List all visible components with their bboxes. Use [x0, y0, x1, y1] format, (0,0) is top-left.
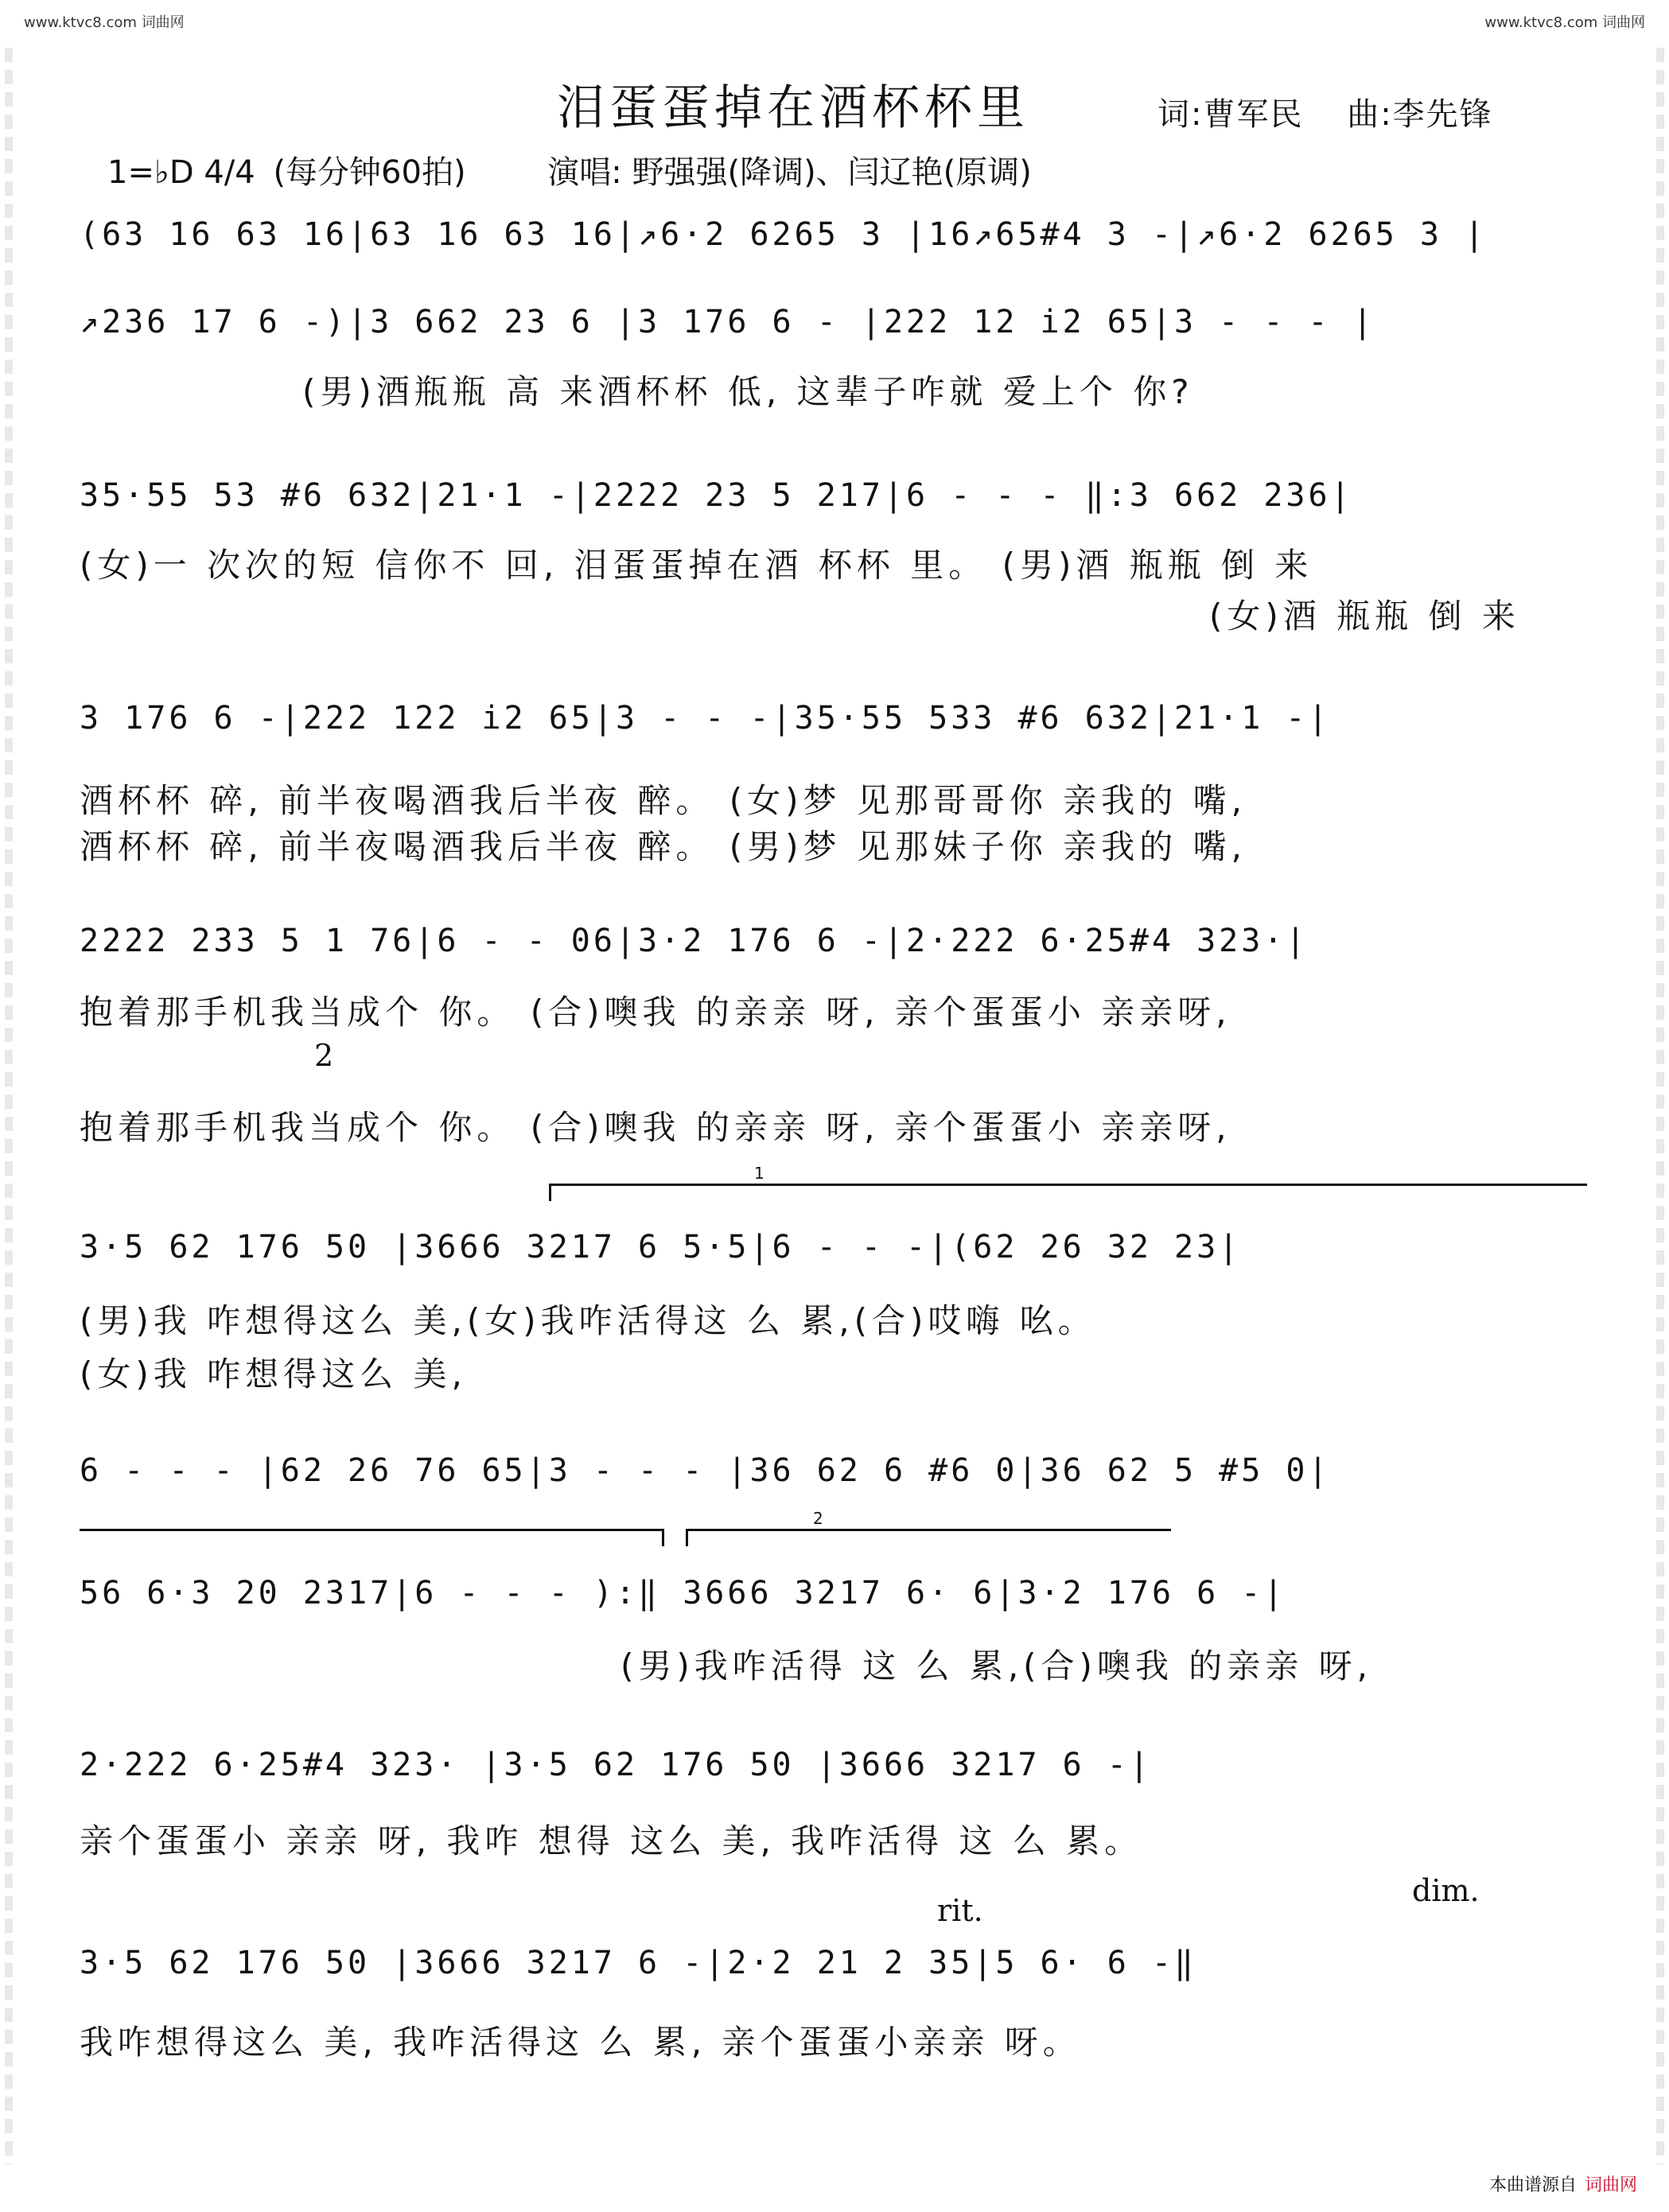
score-line-10: 3·5 62 176 50 |3666 3217 6 -|2·2 21 2 35|5 6· 6 -‖: [80, 1945, 1197, 1981]
score-line-8: 56 6·3 20 2317|6 - - - ):‖ 3666 3217 6· 6|3·2 176 6 -|: [80, 1575, 1286, 1611]
alternate-note: 2: [314, 1038, 334, 1073]
ending-2-tick: [686, 1529, 688, 1546]
lyric-line-6a: (男)我 咋想得这么 美,(女)我咋活得这 么 累,(合)哎嗨 吆。: [80, 1301, 1096, 1340]
lyric-line-4a: 酒杯杯 碎, 前半夜喝酒我后半夜 醉。 (女)梦 见那哥哥你 亲我的 嘴,: [80, 781, 1247, 820]
song-title: 泪蛋蛋掉在酒杯杯里: [557, 80, 1029, 136]
score-line-3: 35·55 53 #6 632|21·1 -|2222 23 5 217|6 - - - ‖:3 662 236|: [80, 477, 1353, 514]
lyric-line-9: 亲个蛋蛋小 亲亲 呀, 我咋 想得 这么 美, 我咋活得 这 么 累。: [80, 1821, 1143, 1860]
ending-2-bracket: [686, 1509, 1171, 1531]
lyric-line-5b: 抱着那手机我当成个 你。 (合)噢我 的亲亲 呀, 亲个蛋蛋小 亲亲呀,: [80, 1108, 1231, 1147]
credits: [1157, 89, 1525, 134]
ending-1-bracket: [549, 1164, 1587, 1186]
footer-brand: 词曲网: [1584, 2175, 1637, 2195]
ending-1-number: 1: [754, 1164, 764, 1183]
lyric-line-6b: (女)我 咋想得这么 美,: [80, 1355, 467, 1394]
footer: [1489, 2171, 1637, 2196]
score-line-6: 3·5 62 176 50 |3666 3217 6 5·5|6 - - -|(62 26 32 23|: [80, 1229, 1242, 1265]
lyric-line-3b: (女)酒 瓶瓶 倒 来: [1209, 597, 1520, 636]
lyric-line-5a: 抱着那手机我当成个 你。 (合)噢我 的亲亲 呀, 亲个蛋蛋小 亲亲呀,: [80, 993, 1231, 1032]
rit-marking: rit.: [937, 1893, 983, 1928]
performers: 演唱: 野强强(降调)、闫辽艳(原调): [547, 154, 1032, 191]
ending-1-bracket-cont: [80, 1529, 664, 1531]
watermark-top-right: www.ktvc8.com 词曲网: [1484, 14, 1645, 31]
lyric-line-8: (男)我咋活得 这 么 累,(合)噢我 的亲亲 呀,: [621, 1646, 1372, 1685]
score-line-9: 2·222 6·25#4 323· |3·5 62 176 50 |3666 3217 6 -|: [80, 1747, 1152, 1783]
dim-marking: dim.: [1412, 1873, 1480, 1908]
lyricist: 词:曹军民: [1157, 96, 1304, 133]
ending-1-end-tick: [662, 1529, 664, 1546]
watermark-top-left: www.ktvc8.com 词曲网: [24, 14, 185, 31]
score-line-1: (63 16 63 16|63 16 63 16|↗6·2 6265 3 |16↗65#4 3 -|↗6·2 6265 3 |: [80, 216, 1488, 253]
ending-1-tick: [549, 1184, 551, 1201]
lyric-line-3a: (女)一 次次的短 信你不 回, 泪蛋蛋掉在酒 杯杯 里。 (男)酒 瓶瓶 倒 来: [80, 546, 1313, 585]
lyric-line-2: (男)酒瓶瓶 高 来酒杯杯 低, 这辈子咋就 爱上个 你?: [302, 372, 1194, 411]
lyric-line-10: 我咋想得这么 美, 我咋活得这 么 累, 亲个蛋蛋小亲亲 呀。: [80, 2023, 1081, 2062]
key-signature: 1=♭D 4/4: [107, 154, 255, 191]
footer-text: 本曲谱源自: [1488, 2175, 1577, 2195]
header-row: [107, 147, 1032, 192]
score-line-2: ↗236 17 6 -)|3 662 23 6 |3 176 6 - |222 12 i2 65|3 - - - |: [80, 304, 1375, 340]
left-border-strip: [5, 48, 13, 2164]
score-line-4: 3 176 6 -|222 122 i2 65|3 - - -|35·55 533 #6 632|21·1 -|: [80, 700, 1331, 737]
score-line-5: 2222 233 5 1 76|6 - - 06|3·2 176 6 -|2·222 6·25#4 323·|: [80, 923, 1309, 959]
composer: 曲:李先锋: [1347, 96, 1493, 133]
lyric-line-4b: 酒杯杯 碎, 前半夜喝酒我后半夜 醉。 (男)梦 见那妹子你 亲我的 嘴,: [80, 827, 1247, 866]
ending-2-number: 2: [813, 1509, 823, 1528]
right-border-strip: [1656, 48, 1664, 2164]
tempo-marking: (每分钟60拍): [273, 154, 466, 191]
score-line-7: 6 - - - |62 26 76 65|3 - - - |36 62 6 #6 0|36 62 5 #5 0|: [80, 1452, 1331, 1489]
